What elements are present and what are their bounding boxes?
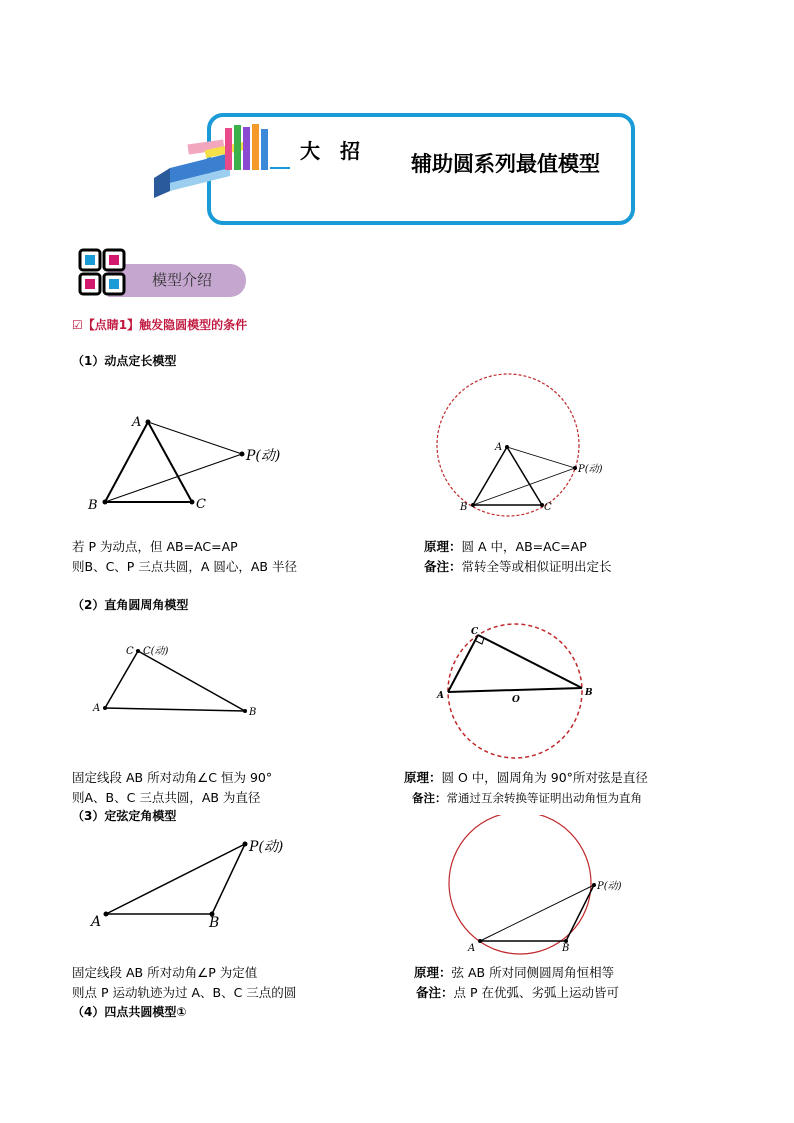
svg-text:B: B — [562, 943, 570, 954]
svg-text:B: B — [460, 502, 468, 513]
segment-ab — [105, 422, 148, 502]
svg-text:C: C — [126, 646, 134, 657]
model-2-left-text: 固定线段 AB 所对动角∠C 恒为 90° 则A、B、C 三点共圆，AB 为直径 — [72, 770, 273, 805]
svg-text:P(动): P(动) — [249, 839, 284, 855]
segment-bp — [105, 454, 242, 502]
label-b: B — [88, 498, 98, 513]
model-3-heading: （3）定弦定角模型 — [72, 809, 177, 823]
svg-text:A: A — [91, 914, 102, 930]
model-2-right-figure — [430, 620, 610, 768]
model-3-left-figure — [86, 830, 296, 932]
svg-text:P(动): P(动) — [597, 881, 622, 892]
label-p: P(动) — [246, 448, 281, 464]
svg-text:C: C — [544, 502, 552, 513]
banner-left-title: 大招 — [300, 139, 380, 163]
svg-text:O: O — [512, 695, 520, 705]
books-icon — [150, 118, 290, 200]
svg-text:A: A — [93, 703, 101, 714]
model-1-notes: 原理：圆 A 中，AB=AC=AP 备注：常转全等或相似证明出定长 — [424, 539, 612, 574]
checkbox-icon: ☑ — [72, 318, 83, 332]
model-1-left-figure — [80, 410, 310, 515]
label-a: A — [132, 415, 142, 430]
model-2-left-figure — [88, 640, 278, 722]
point-b — [103, 500, 108, 505]
svg-text:A: A — [437, 691, 444, 701]
model-3-notes: 原理：弦 AB 所对同侧圆周角恒相等 备注：点 P 在优弧、劣弧上运动皆可 — [414, 965, 620, 1000]
point-c — [190, 500, 195, 505]
model-3-left-text: 固定线段 AB 所对动角∠P 为定值 则点 P 运动轨迹为过 A、B、C 三点的圆 — [72, 965, 297, 1000]
model-1-left-text: 若 P 为动点，但 AB=AC=AP 则B、C、P 三点共圆，A 圆心，AB 半径 — [72, 539, 297, 574]
banner-right-title: 辅助圆系列最值模型 — [411, 151, 600, 176]
svg-text:C: C — [471, 627, 479, 637]
circle-a — [437, 374, 579, 516]
tip-text: 【点睛1】触发隐圆模型的条件 — [82, 318, 248, 332]
segment-ac — [148, 422, 192, 502]
svg-text:B: B — [585, 688, 593, 698]
model-3-right-figure — [440, 815, 640, 957]
blocks-icon — [76, 246, 132, 298]
model-2-heading: （2）直角圆周角模型 — [72, 598, 189, 612]
model-1-right-figure — [430, 365, 620, 520]
point-p — [240, 452, 245, 457]
svg-text:P(动): P(动) — [578, 464, 603, 475]
svg-text:B: B — [209, 915, 220, 931]
label-c: C — [196, 497, 206, 512]
svg-text:A: A — [468, 943, 476, 954]
svg-text:A: A — [495, 442, 503, 453]
model-2-notes: 原理：圆 O 中，圆周角为 90°所对弦是直径 备注：常通过互余转换等证明出动角恒为直角 — [404, 770, 648, 805]
svg-text:B: B — [249, 707, 257, 718]
model-4-heading: （4）四点共圆模型① — [72, 1005, 187, 1019]
section-label: 模型介绍 — [152, 271, 213, 289]
point-a — [146, 420, 151, 425]
svg-text:C(动): C(动) — [143, 646, 169, 657]
tip-line — [72, 316, 247, 333]
model-1-heading: （1）动点定长模型 — [72, 354, 177, 368]
